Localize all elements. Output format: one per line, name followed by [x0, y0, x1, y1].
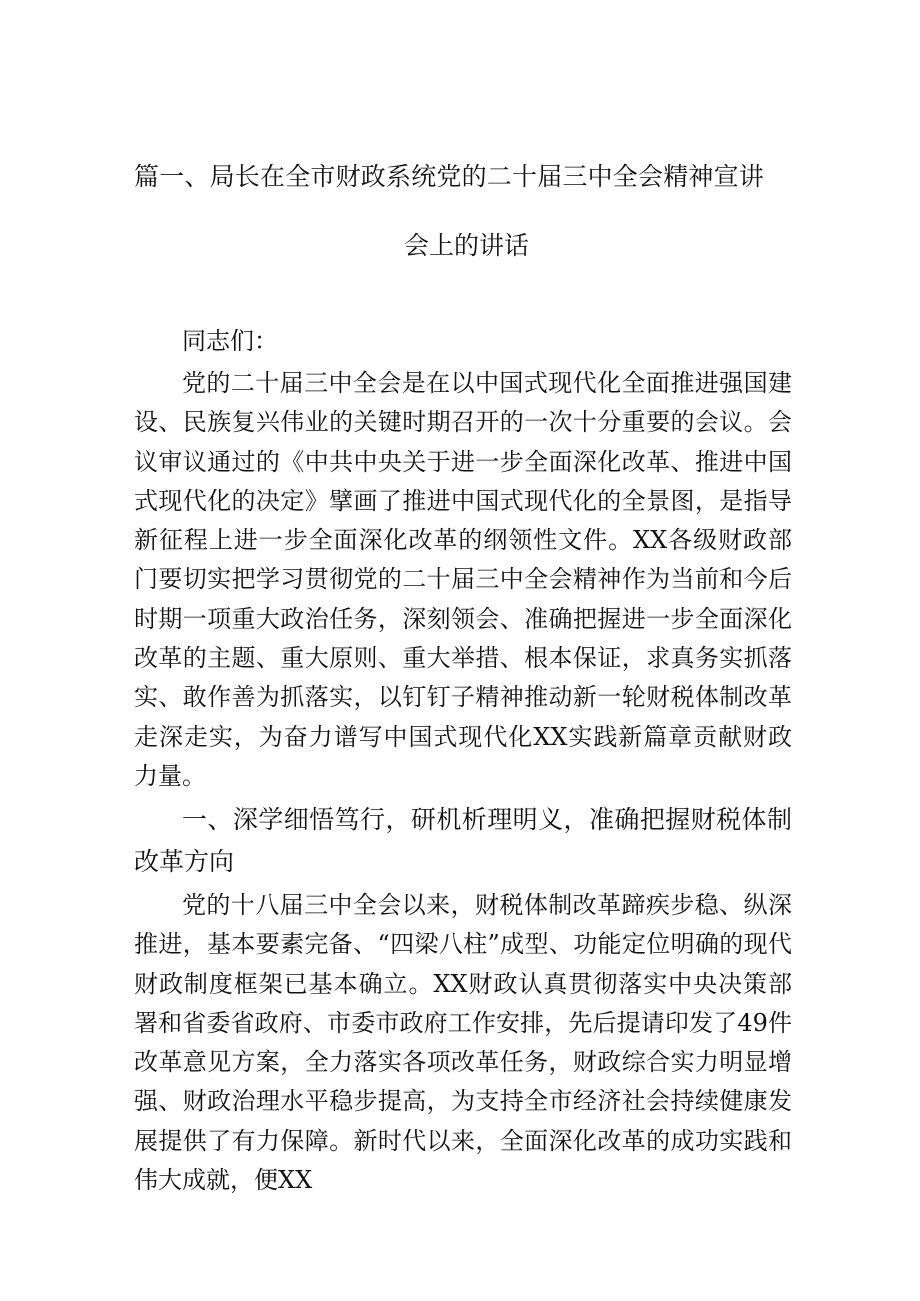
section-heading-1: 一、深学细悟笃行，研机析理明义，准确把握财税体制改革方向: [134, 805, 792, 876]
paragraph-1: 党的二十届三中全会是在以中国式现代化全面推进强国建设、民族复兴伟业的关键时期召开的一次十分重要的会议。会议审议通过的《中共中央关于进一步全面深化改革、推进中国式现代化的决定》擘画了推进中国式现代化的全景图，是指导新征程上进一步全面深化改革的纲领性文件。XX各级财政部门要切实把学习贯彻党的二十届三中全会精神作为当前和今后时期一项重大政治任务，深刻领会、准确把握进一步全面深化改革的主题、重大原则、重大举措、根本保证，求真务实抓落实、敢作善为抓落实，以钉钉子精神推动新一轮财税体制改革走深走实，为奋力谱写中国式现代化XX实践新篇章贡献财政力量。: [134, 369, 792, 790]
paragraph-2: 党的十八届三中全会以来，财税体制改革蹄疾步稳、纵深推进，基本要素完备、“四梁八柱”成型、功能定位明确的现代财政制度框架已基本确立。XX财政认真贯彻落实中央决策部署和省委省政府、市委市政府工作安排，先后提请印发了49件改革意见方案，全力落实各项改革任务，财政综合实力明显增强、财政治理水平稳步提高，为支持全市经济社会持续健康发展提供了有力保障。新时代以来，全面深化改革的成功实践和伟大成就，便XX: [134, 891, 792, 1195]
greeting: 同志们：: [182, 327, 278, 355]
document-title-line-1: 篇一、局长在全市财政系统党的二十届三中全会精神宣讲: [134, 162, 765, 191]
document-title-line-2: 会上的讲话: [404, 231, 530, 260]
